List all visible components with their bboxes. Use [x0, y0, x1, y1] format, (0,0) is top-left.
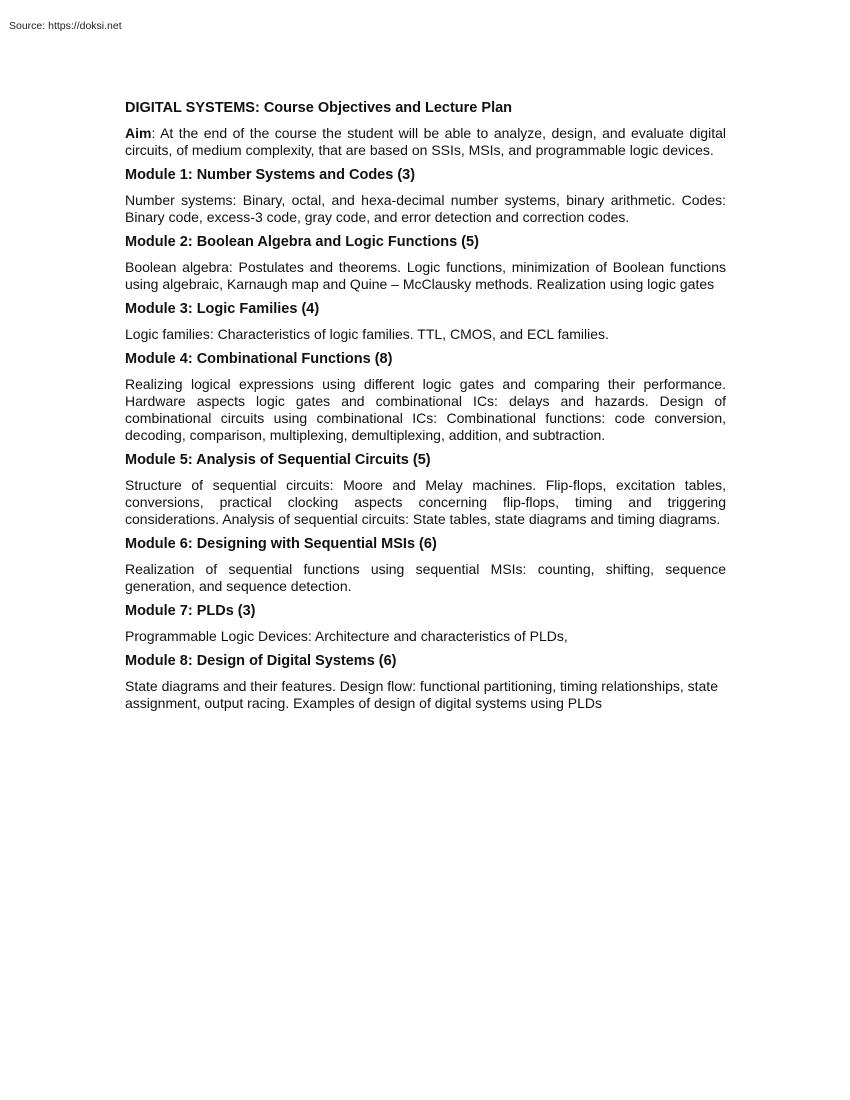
module-5 [125, 452, 726, 528]
source-line: Source: https://doksi.net [9, 20, 122, 32]
module-heading: Module 3: Logic Families (4) [125, 301, 320, 317]
aim-label: Aim [125, 125, 152, 141]
module-description: Realization of sequential functions using sequential MSIs: counting, shifting, sequence generation, and sequence detection. [125, 561, 726, 594]
document-title: DIGITAL SYSTEMS: Course Objectives and Lecture Plan [125, 100, 513, 116]
module-description: Number systems: Binary, octal, and hexa-decimal number systems, binary arithmetic. Codes: Binary code, excess-3 code, gray code, and error detection and correction codes. [125, 192, 726, 225]
module-description: Logic families: Characteristics of logic families. TTL, CMOS, and ECL families. [125, 326, 609, 342]
module-description: Programmable Logic Devices: Architecture and characteristics of PLDs, [125, 628, 568, 644]
module-4 [125, 351, 726, 444]
module-heading: Module 5: Analysis of Sequential Circuits (5) [125, 452, 431, 468]
module-description: Structure of sequential circuits: Moore and Melay machines. Flip-flops, excitation tables, conversions, practical clocking aspects concerning flip-flops, timing and triggering considerations. Analysis of sequential circuits: State tables, state diagrams and timing diagrams. [125, 477, 726, 527]
module-heading: Module 8: Design of Digital Systems (6) [125, 653, 397, 669]
module-description: Realizing logical expressions using different logic gates and comparing their performance. Hardware aspects logic gates and combinational ICs: delays and hazards. Design of combinational circuits using combinational ICs: Combinational functions: code conversion, decoding, comparison, multiplexing, demultiplexing, addition, and subtraction. [125, 376, 726, 443]
module-2 [125, 234, 726, 293]
module-3 [125, 301, 726, 343]
module-6 [125, 536, 726, 595]
aim-paragraph [125, 125, 726, 159]
module-1 [125, 167, 726, 226]
aim-text: : At the end of the course the student will be able to analyze, design, and evaluate digital circuits, of medium complexity, that are based on SSIs, MSIs, and programmable logic devices. [125, 125, 726, 158]
module-heading: Module 2: Boolean Algebra and Logic Functions (5) [125, 234, 479, 250]
module-description: Boolean algebra: Postulates and theorems. Logic functions, minimization of Boolean functions using algebraic, Karnaugh map and Quine – McClausky methods. Realization using logic gates [125, 259, 726, 292]
module-heading: Module 4: Combinational Functions (8) [125, 351, 393, 367]
module-8 [125, 653, 726, 712]
module-heading: Module 6: Designing with Sequential MSIs (6) [125, 536, 437, 552]
module-7 [125, 603, 726, 645]
module-description: State diagrams and their features. Design flow: functional partitioning, timing relationships, state assignment, output racing. Examples of design of digital systems using PLDs [125, 678, 718, 711]
document-content [125, 100, 726, 720]
module-heading: Module 1: Number Systems and Codes (3) [125, 167, 416, 183]
module-heading: Module 7: PLDs (3) [125, 603, 256, 619]
